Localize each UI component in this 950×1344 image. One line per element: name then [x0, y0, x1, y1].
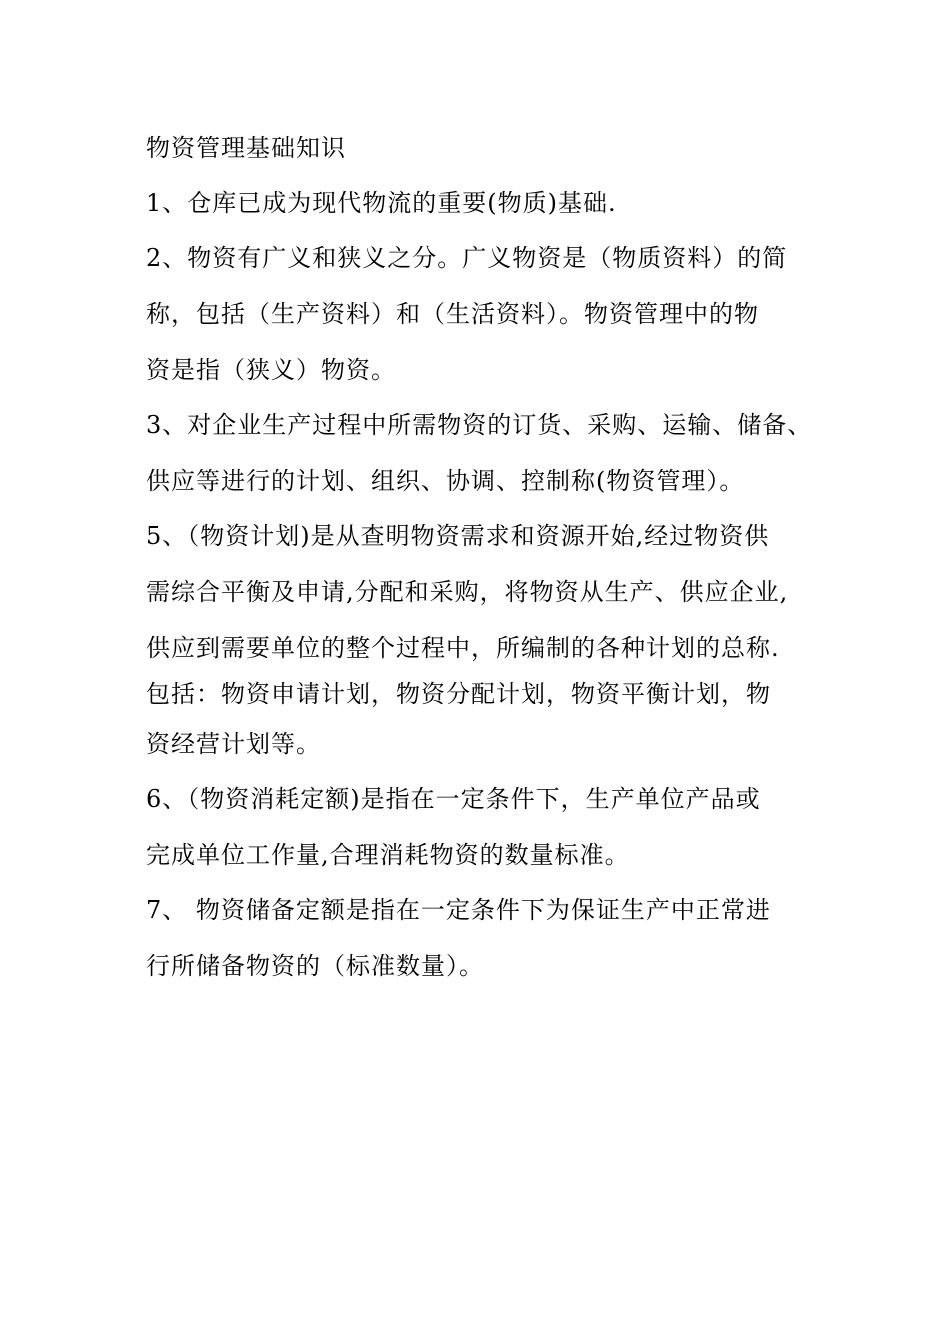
- paragraph-5: [146, 516, 846, 764]
- document-body: [146, 128, 846, 1001]
- paragraph-line: 行所储备物资的（标准数量）。: [146, 952, 484, 980]
- paragraph-line: 1、仓库已成为现代物流的重要(物质)基础.: [146, 189, 617, 217]
- paragraph-line: 包括：物资申请计划，物资分配计划，物资平衡计划，物: [146, 680, 771, 708]
- document-title: 物资管理基础知识: [146, 134, 346, 162]
- paragraph-line: 资是指（狭义）物资。: [146, 356, 396, 384]
- paragraph-line: 3、对企业生产过程中所需物资的订货、采购、运输、储备、: [146, 411, 813, 439]
- paragraph-line: 完成单位工作量,合理消耗物资的数量标准。: [146, 841, 630, 869]
- paragraph-1: [146, 183, 846, 223]
- paragraph-line: 称，包括（生产资料）和（生活资料）。物资管理中的物: [146, 300, 759, 328]
- paragraph-line: 7、 物资储备定额是指在一定条件下为保证生产中正常进: [146, 896, 771, 924]
- paragraph-line: 资经营计划等。: [146, 730, 321, 758]
- paragraph-line: 6、（物资消耗定额)是指在一定条件下，生产单位产品或: [146, 785, 761, 813]
- paragraph-line: 需综合平衡及申请,分配和采购，将物资从生产、供应企业,: [146, 578, 789, 606]
- paragraph-3: [146, 405, 846, 501]
- paragraph-line: 2、物资有广义和狭义之分。广义物资是（物质资料）的简: [146, 244, 788, 272]
- paragraph-6: [146, 779, 846, 875]
- paragraph-7: [146, 890, 846, 986]
- paragraph-line: 5、（物资计划)是从查明物资需求和资源开始,经过物资供: [146, 522, 770, 550]
- paragraph-line: 供应等进行的计划、组织、协调、控制称(物资管理）。: [146, 467, 745, 495]
- paragraph-line: 供应到需要单位的整个过程中，所编制的各种计划的总称.: [146, 634, 780, 662]
- paragraph-2: [146, 238, 846, 390]
